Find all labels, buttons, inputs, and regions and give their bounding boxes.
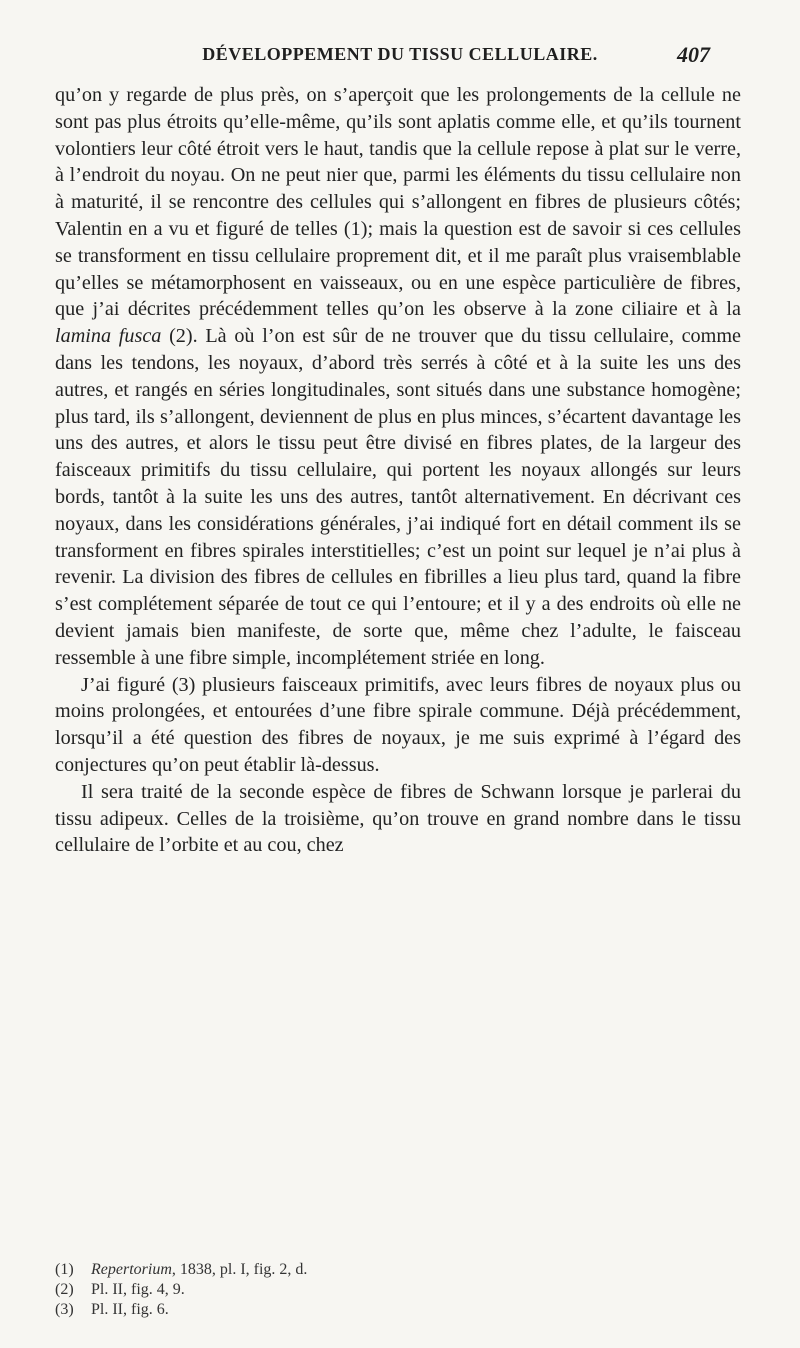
footnote-ref: (1)	[55, 1261, 74, 1278]
footnote-2	[55, 1280, 741, 1300]
running-head	[90, 42, 710, 72]
footnote-ref: (2)	[55, 1281, 74, 1298]
footnote-3	[55, 1300, 741, 1320]
footnote-ref: (3)	[55, 1301, 74, 1318]
footnote-source: Repertorium	[91, 1261, 172, 1278]
paragraph-1-text-a: qu’on y regarde de plus près, on s’aperçoit que les prolongements de la cellule ne sont pas plus étroits qu’elle-même, qu’ils sont aplatis comme elle, et qu’ils tournent volontiers leur côté étroit vers le haut, tandis que la cellule repose à plat sur le verre, à l’endroit du noyau. On ne peut nier que, parmi les éléments du tissu cellulaire non à maturité, il se rencontre des cellules qui s’allongent en fibres de plusieurs côtés; Valentin en a vu et figuré de telles (1); mais la question est de savoir si ces cellules se transforment en tissu cellulaire proprement dit, et il me paraît plus vraisemblable qu’elles se métamorphosent en vaisseaux, ou en une espèce particulière de fibres, que j’ai décrites précédemment telles qu’on les observe à la zone ciliaire et à la	[55, 84, 741, 321]
footnotes	[55, 1260, 741, 1320]
paragraph-2: J’ai figuré (3) plusieurs faisceaux primitifs, avec leurs fibres de noyaux plus ou moins prolongées, et entourées d’une fibre spirale commune. Déjà précédemment, lorsqu’il a été question des fibres de noyaux, je me suis exprimé à l’égard des conjectures qu’on peut établir là-dessus.	[55, 673, 741, 776]
paragraph-1-text-b: (2). Là où l’on est sûr de ne trouver que du tissu cellulaire, comme dans les tendons, les noyaux, d’abord très serrés à côté et à la suite les uns des autres, et rangés en séries longitudinales, sont situés dans une substance homogène; plus tard, ils s’allongent, deviennent de plus en plus minces, s’écartent davantage les uns des autres, et alors le tissu peut être divisé en fibres plates, de la largeur des faisceaux primitifs du tissu cellulaire, qui portent les noyaux allongés sur leurs bords, tantôt à la suite les uns des autres, tantôt alternativement. En décrivant ces noyaux, dans les considérations générales, j’ai indiqué fort en détail comment ils se transforment en fibres spirales interstitielles; c’est un point sur lequel je n’ai plus à revenir. La division des fibres de cellules en fibrilles a lieu plus tard, quand la fibre s’est complétement séparée de tout ce qui l’entoure; et il y a des endroits où elle ne devient jamais bien manifeste, de sorte que, même chez l’adulte, le faisceau ressemble à une fibre simple, incomplétement striée en long.	[55, 325, 741, 669]
page-number: 407	[677, 42, 710, 67]
body-text	[55, 82, 741, 859]
paragraph-3: Il sera traité de la seconde espèce de fibres de Schwann lorsque je parlerai du tissu adipeux. Celles de la troisième, qu’on trouve en grand nombre dans le tissu cellulaire de l’orbite et au cou, chez	[55, 780, 741, 857]
footnote-detail: Pl. II, fig. 4, 9.	[91, 1281, 185, 1298]
footnote-detail: , 1838, pl. I, fig. 2, d.	[171, 1261, 308, 1278]
running-title: DÉVELOPPEMENT DU TISSU CELLULAIRE.	[202, 44, 598, 64]
footnote-detail: Pl. II, fig. 6.	[91, 1301, 169, 1318]
paragraph-1	[55, 82, 741, 672]
latin-term: lamina fusca	[55, 325, 162, 348]
footnote-1	[55, 1260, 741, 1280]
